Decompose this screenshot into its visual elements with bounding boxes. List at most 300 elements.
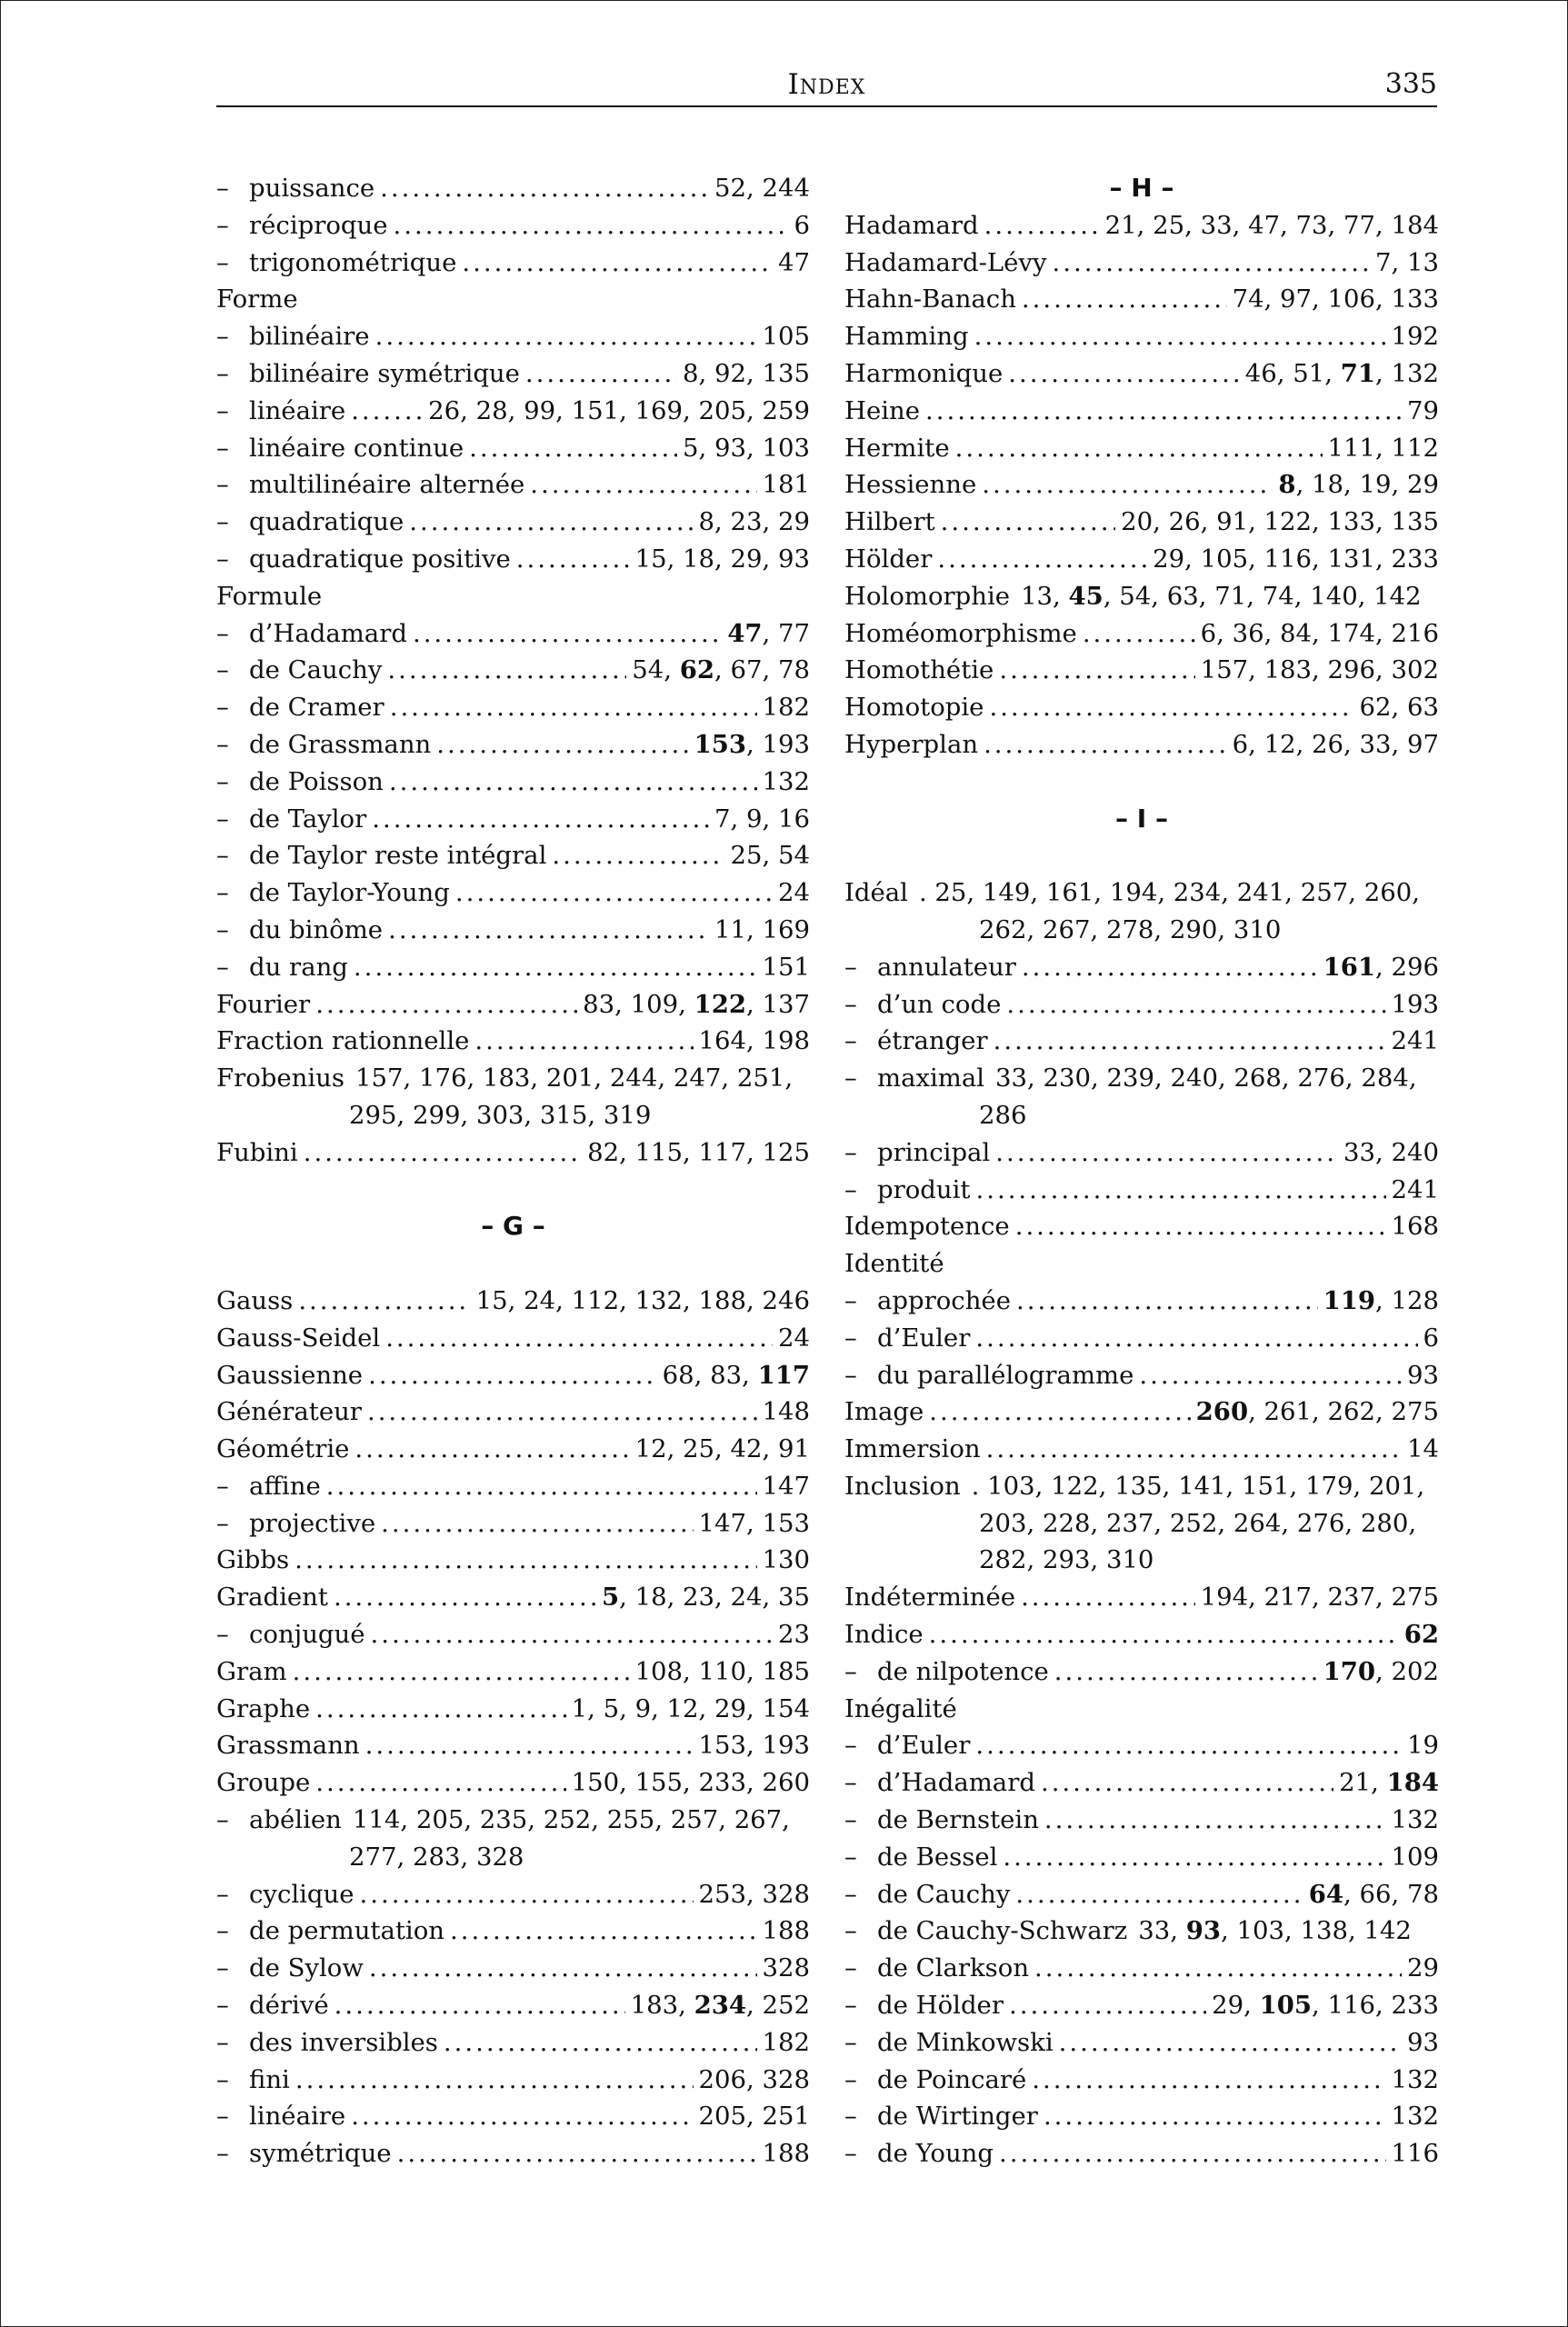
index-entry: – quadratique positive ..... 15, 18, 29, 93 bbox=[216, 541, 810, 578]
section-letter-i: – I – bbox=[1115, 803, 1168, 834]
entry-term: Hermite bbox=[844, 433, 950, 463]
entry-pages: 8, 18, 19, 29 bbox=[1278, 470, 1439, 500]
entry-pages: 5, 18, 23, 24, 35 bbox=[601, 1583, 810, 1613]
index-entry: – de Hölder ..... 29, 105, 116, 233 bbox=[844, 1987, 1439, 2024]
dot-leader bbox=[1015, 1208, 1386, 1245]
index-entry: – de Taylor reste intégral ..... 25, 54 bbox=[216, 837, 810, 874]
entry-term: de Bernstein bbox=[877, 1805, 1039, 1835]
main-page-ref: 234 bbox=[694, 1991, 747, 2021]
entry-pages: 33, 93, 103, 138, 142 bbox=[1138, 1916, 1412, 1946]
index-entry: – de Minkowski ..... 93 bbox=[844, 2024, 1439, 2062]
dot-leader bbox=[455, 874, 773, 912]
index-entry bbox=[844, 1468, 1439, 1505]
entry-term: Gibbs bbox=[216, 1545, 290, 1575]
index-entry bbox=[216, 1542, 810, 1579]
entry-pages: 14 bbox=[1407, 1434, 1439, 1464]
entry-pages: 6, 12, 26, 33, 97 bbox=[1232, 729, 1439, 759]
entry-term: d’Hadamard bbox=[877, 1768, 1035, 1798]
entry-pages: 241 bbox=[1391, 1174, 1439, 1204]
entry-pages: 5, 93, 103 bbox=[683, 433, 810, 463]
entry-pages: 20, 26, 91, 122, 133, 135 bbox=[1121, 507, 1439, 537]
entry-pages: 29 bbox=[1407, 1953, 1439, 1983]
dot-leader bbox=[552, 837, 724, 874]
entry-pages: 147 bbox=[762, 1471, 810, 1501]
entry-term: produit bbox=[877, 1174, 971, 1204]
dot-leader bbox=[1034, 1950, 1402, 1987]
entry-term: Hölder bbox=[844, 544, 933, 574]
dot-leader bbox=[315, 1691, 566, 1728]
entry-pages: 25, 54 bbox=[730, 841, 810, 871]
dot-leader bbox=[354, 949, 757, 986]
index-entry bbox=[844, 355, 1439, 393]
entry-pages: 161, 296 bbox=[1323, 952, 1439, 982]
entry-pages: 93 bbox=[1407, 2027, 1439, 2057]
dot-leader bbox=[1016, 1283, 1318, 1320]
index-entry: – linéaire ..... 205, 251 bbox=[216, 2098, 810, 2135]
entry-pages: 8, 23, 29 bbox=[698, 507, 810, 537]
entry-pages: 168 bbox=[1391, 1212, 1439, 1242]
index-entry: – des inversibles ..... 182 bbox=[216, 2024, 810, 2062]
dot-leader bbox=[360, 1876, 694, 1913]
entry-pages: 188 bbox=[762, 2139, 810, 2169]
dot-leader bbox=[335, 1987, 625, 2024]
entry-term: multilinéaire alternée bbox=[249, 470, 525, 500]
entry-term: de Cauchy bbox=[249, 655, 383, 685]
entry-term: Harmonique bbox=[844, 358, 1004, 388]
entry-term: linéaire bbox=[249, 2102, 346, 2132]
entry-pages: 24 bbox=[778, 1323, 810, 1353]
entry-term: Image bbox=[844, 1397, 924, 1427]
entry-pages: 26, 28, 99, 151, 169, 205, 259 bbox=[428, 395, 810, 425]
entry-term: Formule bbox=[216, 581, 323, 611]
dot-leader bbox=[530, 466, 756, 504]
entry-pages: 182 bbox=[762, 693, 810, 723]
entry-term: du binôme bbox=[249, 914, 384, 944]
index-entry: – quadratique ..... 8, 23, 29 bbox=[216, 504, 810, 541]
index-entry: – symétrique ..... 188 bbox=[216, 2135, 810, 2172]
entry-pages-continued: 203, 228, 237, 252, 264, 276, 280, bbox=[979, 1508, 1417, 1538]
dot-leader bbox=[390, 689, 757, 726]
index-entry: – d’un code ..... 193 bbox=[844, 986, 1439, 1024]
dot-leader bbox=[1032, 2062, 1385, 2099]
index-entry: – affine ..... 147 bbox=[216, 1468, 810, 1505]
entry-term: de Cramer bbox=[249, 693, 385, 723]
index-entry bbox=[216, 1579, 810, 1616]
entry-term: quadratique bbox=[249, 507, 404, 537]
index-entry: – linéaire continue ..... 5, 93, 103 bbox=[216, 430, 810, 467]
entry-term: Géométrie bbox=[216, 1434, 350, 1464]
dot-leader bbox=[351, 393, 423, 430]
dot-leader bbox=[375, 318, 757, 355]
entry-pages: 188 bbox=[762, 1916, 810, 1946]
index-entry: – du rang ..... 151 bbox=[216, 949, 810, 986]
entry-term: de Poisson bbox=[249, 766, 384, 796]
dot-leader bbox=[1044, 1802, 1386, 1839]
entry-pages: 111, 112 bbox=[1327, 433, 1439, 463]
entry-term: Grassmann bbox=[216, 1731, 360, 1761]
index-entry: – de Poisson ..... 132 bbox=[216, 764, 810, 801]
index-entry: – étranger ..... 241 bbox=[844, 1023, 1439, 1060]
entry-term: du parallélogramme bbox=[877, 1360, 1134, 1390]
entry-pages: 132 bbox=[1391, 2064, 1439, 2094]
dot-leader bbox=[1009, 1987, 1206, 2024]
entry-term: d’Euler bbox=[877, 1731, 971, 1761]
entry-term: Indice bbox=[844, 1620, 924, 1650]
entry-term: symétrique bbox=[249, 2139, 392, 2169]
dot-leader bbox=[367, 1393, 757, 1431]
entry-pages: 29, 105, 116, 233 bbox=[1212, 1991, 1439, 2021]
entry-term: linéaire bbox=[249, 395, 346, 425]
dot-leader bbox=[929, 1616, 1399, 1653]
dot-leader bbox=[389, 764, 757, 801]
entry-pages: 205, 251 bbox=[698, 2102, 810, 2132]
main-page-ref: 62 bbox=[679, 655, 715, 685]
index-entry: – d’Euler ..... 19 bbox=[844, 1727, 1439, 1764]
entry-term: Indéterminée bbox=[844, 1583, 1016, 1613]
entry-pages: 23 bbox=[778, 1620, 810, 1650]
main-page-ref: 5 bbox=[601, 1583, 620, 1613]
entry-pages: 147, 153 bbox=[698, 1508, 810, 1538]
entry-term: projective bbox=[249, 1508, 376, 1538]
entry-term: Frobenius bbox=[216, 1064, 345, 1094]
entry-pages: 11, 169 bbox=[714, 914, 810, 944]
dot-leader bbox=[397, 2135, 757, 2172]
index-entry: – de Cauchy ..... 54, 62, 67, 78 bbox=[216, 652, 810, 689]
entry-term: Graphe bbox=[216, 1693, 311, 1723]
entry-term: de Young bbox=[877, 2139, 994, 2169]
entry-term: de Taylor-Young bbox=[249, 878, 450, 908]
entry-term: bilinéaire symétrique bbox=[249, 358, 520, 388]
dot-leader bbox=[1054, 1653, 1318, 1691]
main-page-ref: 62 bbox=[1403, 1620, 1439, 1650]
entry-term: Hilbert bbox=[844, 507, 935, 537]
entry-term: approchée bbox=[877, 1285, 1011, 1315]
dot-leader bbox=[315, 986, 577, 1024]
index-entry bbox=[216, 1134, 810, 1172]
index-entry bbox=[216, 1764, 810, 1802]
index-entry: – de permutation ..... 188 bbox=[216, 1913, 810, 1950]
dot-leader bbox=[469, 430, 677, 467]
entry-pages: 68, 83, 117 bbox=[662, 1360, 810, 1390]
main-page-ref: 117 bbox=[757, 1360, 810, 1390]
dot-leader bbox=[369, 1950, 757, 1987]
dot-leader bbox=[385, 1320, 773, 1357]
main-page-ref: 161 bbox=[1323, 952, 1376, 982]
entry-pages: 105 bbox=[762, 322, 810, 352]
dot-leader bbox=[298, 1283, 470, 1320]
index-entry bbox=[216, 1023, 810, 1060]
dot-leader bbox=[1022, 949, 1318, 986]
index-entry: – de nilpotence ..... 170, 202 bbox=[844, 1653, 1439, 1691]
entry-term: Gauss bbox=[216, 1285, 294, 1315]
dot-leader bbox=[368, 1357, 657, 1394]
entry-term: de permutation bbox=[249, 1916, 444, 1946]
entry-pages: 46, 51, 71, 132 bbox=[1244, 358, 1439, 388]
index-entry bbox=[216, 1691, 810, 1728]
entry-term: Idempotence bbox=[844, 1212, 1010, 1242]
index-entry: – d’Hadamard ..... 47, 77 bbox=[216, 615, 810, 653]
entry-pages: 15, 24, 112, 132, 188, 246 bbox=[475, 1285, 810, 1315]
entry-term: fini bbox=[249, 2064, 290, 2094]
entry-term: Hamming bbox=[844, 322, 969, 352]
dot-leader bbox=[1021, 1579, 1195, 1616]
entry-term: Générateur bbox=[216, 1397, 362, 1427]
entry-pages: 52, 244 bbox=[714, 174, 810, 203]
entry-term: Fubini bbox=[216, 1137, 298, 1167]
main-page-ref: 93 bbox=[1185, 1916, 1221, 1946]
dot-leader bbox=[525, 355, 677, 393]
index-entry bbox=[216, 1060, 810, 1097]
dot-leader bbox=[986, 1431, 1402, 1468]
index-entry: – linéaire ..... 26, 28, 99, 151, 169, 205, 259 bbox=[216, 393, 810, 430]
entry-term: Hessienne bbox=[844, 470, 977, 500]
entry-term: linéaire continue bbox=[249, 433, 464, 463]
index-entry: – de Clarkson ..... 29 bbox=[844, 1950, 1439, 1987]
index-entry bbox=[844, 393, 1439, 430]
dot-leader bbox=[387, 652, 626, 689]
index-heading bbox=[216, 281, 810, 318]
entry-term: de Grassmann bbox=[249, 729, 432, 759]
section-letter-g: – G – bbox=[481, 1211, 545, 1242]
entry-pages: 253, 328 bbox=[698, 1879, 810, 1909]
index-entry bbox=[216, 1727, 810, 1764]
entry-pages: 150, 155, 233, 260 bbox=[571, 1768, 810, 1798]
entry-pages: 108, 110, 185 bbox=[634, 1656, 810, 1686]
index-entry: – produit ..... 241 bbox=[844, 1172, 1439, 1209]
entry-pages: 181 bbox=[762, 470, 810, 500]
entry-term: Hadamard bbox=[844, 210, 979, 240]
entry-term: étranger bbox=[877, 1026, 988, 1056]
index-heading bbox=[844, 1245, 1439, 1283]
entry-pages: . 25, 149, 161, 194, 234, 241, 257, 260, bbox=[918, 878, 1420, 908]
dot-leader bbox=[989, 689, 1353, 726]
entry-pages: 260, 261, 262, 275 bbox=[1195, 1397, 1439, 1427]
dot-leader bbox=[388, 912, 709, 949]
entry-pages-continued: 286 bbox=[979, 1100, 1027, 1130]
entry-term: Gauss-Seidel bbox=[216, 1323, 381, 1353]
entry-pages: 54, 62, 67, 78 bbox=[632, 655, 810, 685]
index-entry: – bilinéaire symétrique ..... 8, 92, 135 bbox=[216, 355, 810, 393]
index-entry bbox=[844, 1616, 1439, 1653]
index-entry: – maximal 33, 230, 239, 240, 268, 276, 284, bbox=[844, 1060, 1439, 1097]
entry-term: conjugué bbox=[249, 1620, 365, 1650]
entry-term: maximal bbox=[877, 1064, 985, 1094]
entry-pages-continued: 277, 283, 328 bbox=[349, 1842, 524, 1872]
dot-leader bbox=[462, 245, 773, 282]
entry-term: Fraction rationnelle bbox=[216, 1026, 470, 1056]
dot-leader bbox=[371, 1616, 774, 1653]
entry-pages: 157, 176, 183, 201, 244, 247, 251, bbox=[355, 1064, 794, 1094]
entry-term: de Hölder bbox=[877, 1991, 1004, 2021]
dot-leader bbox=[450, 1913, 757, 1950]
index-entry: – de Young ..... 116 bbox=[844, 2135, 1439, 2172]
entry-pages: 192 bbox=[1391, 322, 1439, 352]
main-page-ref: 105 bbox=[1259, 1991, 1313, 2021]
index-entry: – de Poincaré ..... 132 bbox=[844, 2062, 1439, 2099]
entry-term: Identité bbox=[844, 1249, 944, 1279]
main-page-ref: 119 bbox=[1323, 1285, 1376, 1315]
main-page-ref: 64 bbox=[1308, 1879, 1344, 1909]
index-heading bbox=[216, 578, 810, 615]
index-entry bbox=[844, 430, 1439, 467]
index-entry: – de Sylow ..... 328 bbox=[216, 1950, 810, 1987]
index-entry: – de Cauchy-Schwarz 33, 93, 103, 138, 142 bbox=[844, 1913, 1439, 1950]
index-entry bbox=[216, 986, 810, 1024]
entry-pages: 6 bbox=[794, 210, 810, 240]
entry-pages: 47 bbox=[778, 247, 810, 277]
index-entry: – de Bessel ..... 109 bbox=[844, 1839, 1439, 1876]
entry-pages: 33, 230, 239, 240, 268, 276, 284, bbox=[995, 1064, 1417, 1094]
entry-term: de Cauchy bbox=[877, 1879, 1011, 1909]
entry-term: Gaussienne bbox=[216, 1360, 364, 1390]
entry-pages: 7, 13 bbox=[1375, 247, 1439, 277]
index-entry: – dérivé ..... 183, 234, 252 bbox=[216, 1987, 810, 2024]
entry-term: dérivé bbox=[249, 1991, 329, 2021]
entry-term: Hyperplan bbox=[844, 729, 979, 759]
entry-pages: 182 bbox=[762, 2027, 810, 2057]
entry-pages: 132 bbox=[1391, 2102, 1439, 2132]
dot-leader bbox=[436, 726, 688, 764]
entry-term: Immersion bbox=[844, 1434, 981, 1464]
main-page-ref: 45 bbox=[1068, 581, 1104, 611]
index-entry bbox=[844, 245, 1439, 282]
index-entry: – puissance ..... 52, 244 bbox=[216, 170, 810, 207]
entry-term: Inégalité bbox=[844, 1693, 957, 1723]
entry-pages: . 103, 122, 135, 141, 151, 179, 201, bbox=[971, 1471, 1425, 1501]
entry-term: Holomorphie bbox=[844, 581, 1011, 611]
dot-leader bbox=[1059, 2024, 1402, 2062]
entry-pages: 8, 92, 135 bbox=[683, 358, 810, 388]
entry-pages: 47, 77 bbox=[727, 618, 810, 648]
entry-term: d’Hadamard bbox=[249, 618, 407, 648]
entry-term: Gradient bbox=[216, 1583, 328, 1613]
main-page-ref: 184 bbox=[1386, 1768, 1439, 1798]
entry-pages: 1, 5, 9, 12, 29, 154 bbox=[571, 1693, 810, 1723]
dot-leader bbox=[1006, 986, 1385, 1024]
index-entry bbox=[844, 504, 1439, 541]
entry-term: de Bessel bbox=[877, 1842, 998, 1872]
index-entry bbox=[844, 281, 1439, 318]
entry-pages: 206, 328 bbox=[698, 2064, 810, 2094]
entry-pages: 29, 105, 116, 131, 233 bbox=[1153, 544, 1439, 574]
index-entry bbox=[216, 1393, 810, 1431]
entry-pages: 79 bbox=[1407, 395, 1439, 425]
entry-pages: 114, 205, 235, 252, 255, 257, 267, bbox=[352, 1805, 790, 1835]
main-page-ref: 170 bbox=[1323, 1656, 1376, 1686]
entry-term: Hahn-Banach bbox=[844, 285, 1016, 315]
dot-leader bbox=[444, 2024, 757, 2062]
index-entry: – de Taylor ..... 7, 9, 16 bbox=[216, 801, 810, 838]
main-page-ref: 8 bbox=[1278, 470, 1296, 500]
entry-term: de Wirtinger bbox=[877, 2102, 1038, 2132]
entry-pages: 6, 36, 84, 174, 216 bbox=[1200, 618, 1439, 648]
index-entry: – d’Euler ..... 6 bbox=[844, 1320, 1439, 1357]
dot-leader bbox=[984, 726, 1227, 764]
entry-term: Homéomorphisme bbox=[844, 618, 1077, 648]
dot-leader bbox=[334, 1579, 596, 1616]
entry-pages: 130 bbox=[762, 1545, 810, 1575]
entry-pages: 83, 109, 122, 137 bbox=[583, 989, 810, 1019]
entry-pages-continued: 282, 293, 310 bbox=[979, 1545, 1154, 1575]
entry-pages: 151 bbox=[762, 952, 810, 982]
main-page-ref: 153 bbox=[694, 729, 747, 759]
index-entry bbox=[844, 615, 1439, 653]
entry-term: de Sylow bbox=[249, 1953, 364, 1983]
entry-term: Forme bbox=[216, 285, 298, 315]
dot-leader bbox=[1008, 355, 1240, 393]
entry-pages-continued: 262, 267, 278, 290, 310 bbox=[979, 914, 1282, 944]
entry-pages: 241 bbox=[1391, 1026, 1439, 1056]
running-header bbox=[216, 68, 1437, 105]
dot-leader bbox=[937, 541, 1147, 578]
entry-term: Groupe bbox=[216, 1768, 311, 1798]
entry-pages: 193 bbox=[1391, 989, 1439, 1019]
entry-pages: 12, 25, 42, 91 bbox=[634, 1434, 810, 1464]
entry-term: de Taylor reste intégral bbox=[249, 841, 547, 871]
index-entry bbox=[844, 726, 1439, 764]
entry-pages: 64, 66, 78 bbox=[1308, 1879, 1439, 1909]
index-column-right bbox=[844, 170, 1439, 2172]
dot-leader bbox=[1139, 1357, 1402, 1394]
dot-leader bbox=[999, 2135, 1386, 2172]
index-entry bbox=[844, 689, 1439, 726]
entry-pages: 13, 45, 54, 63, 71, 74, 140, 142 bbox=[1021, 581, 1422, 611]
index-entry bbox=[844, 541, 1439, 578]
dot-leader bbox=[1003, 1839, 1385, 1876]
index-entry: – approchée ..... 119, 128 bbox=[844, 1283, 1439, 1320]
dot-leader bbox=[1083, 615, 1195, 653]
dot-leader bbox=[925, 393, 1402, 430]
index-entry bbox=[844, 652, 1439, 689]
entry-term: affine bbox=[249, 1471, 321, 1501]
entry-pages: 109 bbox=[1391, 1842, 1439, 1872]
entry-term: de Poincaré bbox=[877, 2064, 1027, 2094]
entry-term: Homotopie bbox=[844, 693, 984, 723]
header-rule bbox=[216, 105, 1437, 107]
entry-pages: 132 bbox=[1391, 1805, 1439, 1835]
entry-term: abélien bbox=[249, 1805, 342, 1835]
index-entry bbox=[844, 578, 1439, 615]
dot-leader bbox=[929, 1393, 1190, 1431]
index-entry bbox=[844, 1208, 1439, 1245]
dot-leader bbox=[1022, 281, 1227, 318]
entry-term: de nilpotence bbox=[877, 1656, 1049, 1686]
dot-leader bbox=[941, 504, 1115, 541]
index-entry: – abélien 114, 205, 235, 252, 255, 257, 267, bbox=[216, 1802, 810, 1839]
index-entry bbox=[844, 874, 1439, 912]
dot-leader bbox=[304, 1134, 582, 1172]
index-entry: – de Taylor-Young ..... 24 bbox=[216, 874, 810, 912]
entry-pages: 153, 193 bbox=[694, 729, 810, 759]
entry-pages: 93 bbox=[1407, 1360, 1439, 1390]
dot-leader bbox=[955, 430, 1323, 467]
index-entry: – conjugué ..... 23 bbox=[216, 1616, 810, 1653]
entry-term: Fourier bbox=[216, 989, 311, 1019]
entry-pages bbox=[1404, 1616, 1439, 1653]
entry-pages: 157, 183, 296, 302 bbox=[1200, 655, 1439, 685]
main-page-ref: 260 bbox=[1195, 1397, 1249, 1427]
entry-pages: 119, 128 bbox=[1323, 1285, 1439, 1315]
entry-pages: 170, 202 bbox=[1323, 1656, 1439, 1686]
index-entry: – du parallélogramme ..... 93 bbox=[844, 1357, 1439, 1394]
entry-term: de Cauchy-Schwarz bbox=[877, 1916, 1128, 1946]
index-entry bbox=[216, 1431, 810, 1468]
dot-leader bbox=[372, 801, 709, 838]
dot-leader bbox=[474, 1023, 693, 1060]
entry-pages: 82, 115, 117, 125 bbox=[587, 1137, 810, 1167]
dot-leader bbox=[293, 1653, 630, 1691]
dot-leader bbox=[409, 504, 693, 541]
